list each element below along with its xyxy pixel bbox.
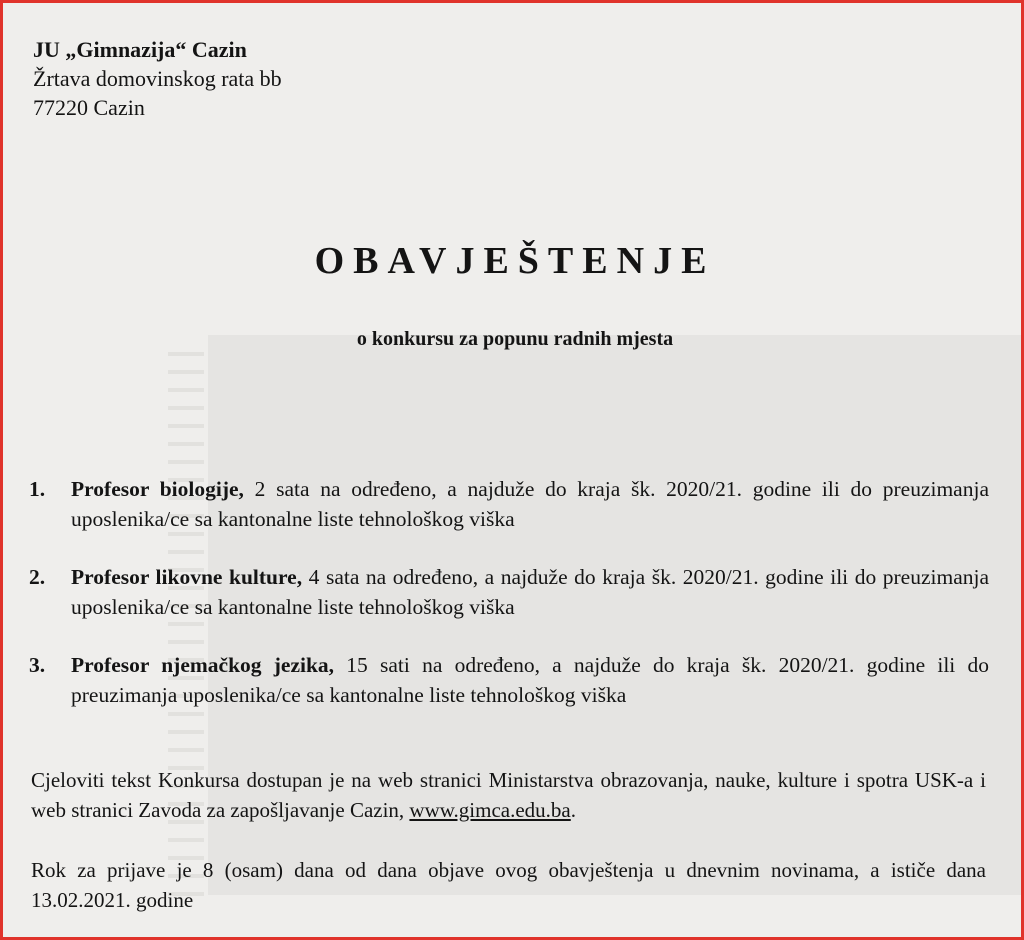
position-role: Profesor likovne kulture, (71, 565, 303, 589)
position-item (29, 474, 989, 534)
position-text (71, 474, 989, 534)
org-street: Žrtava domovinskog rata bb (33, 66, 282, 91)
announcement (3, 3, 1021, 937)
website-link[interactable]: www.gimca.edu.ba (409, 798, 571, 822)
position-text (71, 562, 989, 622)
position-details: 15 sati na određeno, a najduže do kraja šk. 2020/21. godine ili do preuzimanja uposlenika/ce sa kantonalne liste tehnološkog viška (71, 653, 989, 707)
position-number: 1. (29, 477, 46, 501)
notice-link-suffix: . (570, 798, 577, 822)
page-subtitle: o konkursu za popunu radnih mjesta (356, 328, 674, 350)
position-item (29, 562, 989, 622)
deadline-paragraph: Rok za prijave je 8 (osam) dana od dana objave ovog obavještenja u dnevnim novinama, a ističe dana 13.02.2021. godine (31, 858, 986, 912)
positions-list (29, 474, 989, 738)
sender-address (33, 35, 282, 122)
position-item (29, 650, 989, 710)
notice-text: Cjeloviti tekst Konkursa dostupan je na web stranici Ministarstva obrazovanja, nauke, kulture i spotra USK-a i web stranici Zavoda za zapošljavanje Cazin, (31, 768, 986, 822)
org-name: JU „Gimnazija“ Cazin (33, 37, 247, 62)
org-city: 77220 Cazin (33, 95, 145, 120)
position-text (71, 650, 989, 710)
page-title: OBAVJEŠTENJE (314, 240, 716, 282)
position-role: Profesor biologije, (71, 477, 244, 501)
position-number: 2. (29, 565, 46, 589)
position-number: 3. (29, 653, 46, 677)
notice-paragraph (31, 765, 986, 825)
position-details: 2 sata na određeno, a najduže do kraja šk. 2020/21. godine ili do preuzimanja uposlenika/ce sa kantonalne liste tehnološkog viška (71, 477, 989, 531)
position-role: Profesor njemačkog jezika, (71, 653, 335, 677)
position-details: 4 sata na određeno, a najduže do kraja šk. 2020/21. godine ili do preuzimanja uposlenika/ce sa kantonalne liste tehnološkog viška (71, 565, 990, 619)
